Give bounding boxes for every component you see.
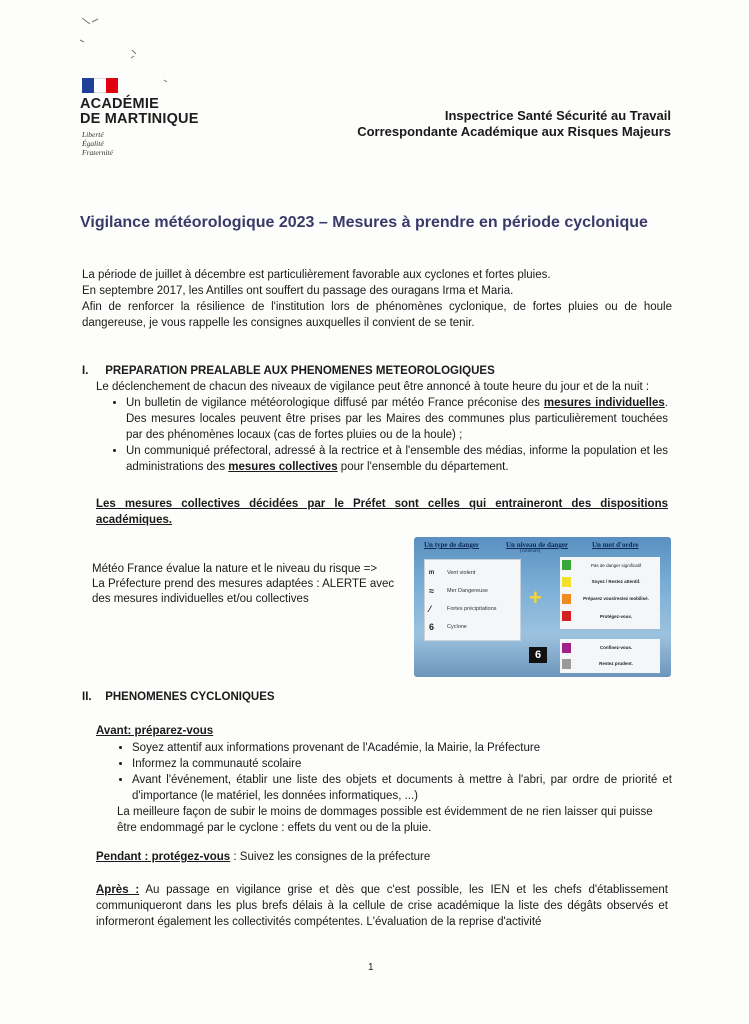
- level-swatch-orange: [562, 594, 571, 604]
- level-swatch-red: [562, 611, 571, 621]
- danger-types-panel: [424, 559, 521, 641]
- list-item: • Avant l'événement, établir une liste des objets et documents à mettre à l'abri, par ordre de priorité et d'importance (le matériel, les données informatiques, ...): [132, 772, 672, 804]
- danger-type-header: Un type de danger: [424, 541, 480, 549]
- instruction-header: Un mot d'ordre: [592, 541, 639, 549]
- intro-paragraph: La période de juillet à décembre est particulièrement favorable aux cyclones et fortes pluies. En septembre 2017, les Antilles ont souffert du passage des ouragans Irma et Maria. Afin de renforcer la résilience de l'institution lors de phénomènes cyclonique, de fortes pluies ou de houle dangereuse, je vous rappelle les consignes auxquelles il convient de se tenir.: [82, 269, 672, 329]
- republic-motto: Liberté Égalité Fraternité: [82, 130, 113, 157]
- level-swatch-purple: [562, 643, 571, 653]
- section-1-heading: I. PREPARATION PREALABLE AUX PHENOMENES METEOROLOGIQUES: [82, 365, 495, 377]
- after-section: Après : Au passage en vigilance grise et dès que c'est possible, les IEN et les chefs d'établissement communiqueront dans les plus brefs délais à la cellule de crise académique la liste des dégâts observés et informeront également les collectivités compétentes. L'évaluation de la reprise d'activité: [96, 884, 669, 928]
- cyclone-icon: 6: [429, 622, 435, 632]
- danger-type-row: ᵐ Vent violent: [429, 568, 476, 578]
- before-section: [96, 723, 672, 836]
- danger-level-header: Un niveau de danger: [506, 541, 569, 549]
- plus-icon: +: [529, 585, 542, 610]
- level-swatch-green: [562, 560, 571, 570]
- rain-icon: ⁄: [429, 604, 431, 614]
- section-1-body: Le déclenchement de chacun des niveaux de vigilance peut être annoncé à toute heure du jour et de la nuit : • Un bulletin de vigilance météorologique diffusé par météo France préconise des mesures individuelles. Des mesures locales peuvent être prises par les Maires des communes plus particulièrement touchées par des phénomènes locaux (cas de fortes pluies ou de la houle) ; • Un communiqué préfectoral, adressé à la rectrice et à l'ensemble des médias, informe la population et les administrations des mesures collectives pour l'ensemble du département.: [96, 379, 668, 475]
- danger-type-row: ⁄ Fortes précipitations: [429, 604, 497, 614]
- before-heading: Avant: préparez-vous: [96, 725, 214, 737]
- during-section: Pendant : protégez-vous : Suivez les consignes de la préfecture: [96, 851, 431, 863]
- page-number: 1: [368, 962, 374, 973]
- level-swatch-grey: [562, 659, 571, 669]
- before-note: La meilleure façon de subir le moins de dommages possible est évidemment de ne rien laisser qui puisse être endommagé par le cyclone : effets du vent ou de la pluie.: [117, 806, 653, 834]
- level-swatch-yellow: [562, 577, 571, 587]
- list-item: • Un communiqué préfectoral, adressé à la rectrice et à l'ensemble des médias, informe la population et les administrations des mesures collectives pour l'ensemble du département.: [126, 443, 668, 475]
- list-item: • Informez la communauté scolaire: [132, 756, 672, 772]
- document-title: Vigilance météorologique 2023 – Mesures à prendre en période cyclonique: [80, 214, 648, 231]
- section-2-heading: II. PHENOMENES CYCLONIQUES: [82, 691, 275, 703]
- list-item: • Un bulletin de vigilance météorologique diffusé par météo France préconise des mesures individuelles. Des mesures locales peuvent être prises par les Maires des communes plus particulièrement touchées par des phénomènes locaux (cas de fortes pluies ou de la houle) ;: [126, 395, 668, 443]
- danger-levels-panel: Pas de danger significatif Soyez / Restez attentif. Préparez vous/restez mobilisé. Protégez-vous.: [560, 557, 660, 629]
- french-flag-logo: [82, 78, 118, 93]
- sea-icon: ≈: [429, 586, 434, 596]
- academy-name: ACADÉMIE DE MARTINIQUE: [80, 96, 199, 127]
- danger-type-row: 6 Cyclone: [429, 622, 467, 632]
- list-item: • Soyez attentif aux informations provenant de l'Académie, la Mairie, la Préfecture: [132, 740, 672, 756]
- danger-type-row: ≈ Mer Dangereuse: [429, 586, 488, 596]
- cyclone-icon: 6: [529, 647, 547, 663]
- danger-level-subheader: (couleurs): [520, 549, 541, 554]
- vigilance-levels-graphic: [414, 537, 671, 677]
- sender-title: Inspectrice Santé Sécurité au Travail Correspondante Académique aux Risques Majeurs: [357, 108, 671, 139]
- wind-icon: ᵐ: [429, 568, 435, 578]
- extra-levels-panel: Confinez-vous. Restez prudent.: [560, 639, 660, 673]
- meteo-france-text: Météo France évalue la nature et le niveau du risque => La Préfecture prend des mesures adaptées : ALERTE avec des mesures individuelles et/ou collectives: [92, 563, 395, 605]
- collective-measures-note: Les mesures collectives décidées par le Préfet sont celles qui entraineront des dispositions académiques.: [96, 498, 668, 526]
